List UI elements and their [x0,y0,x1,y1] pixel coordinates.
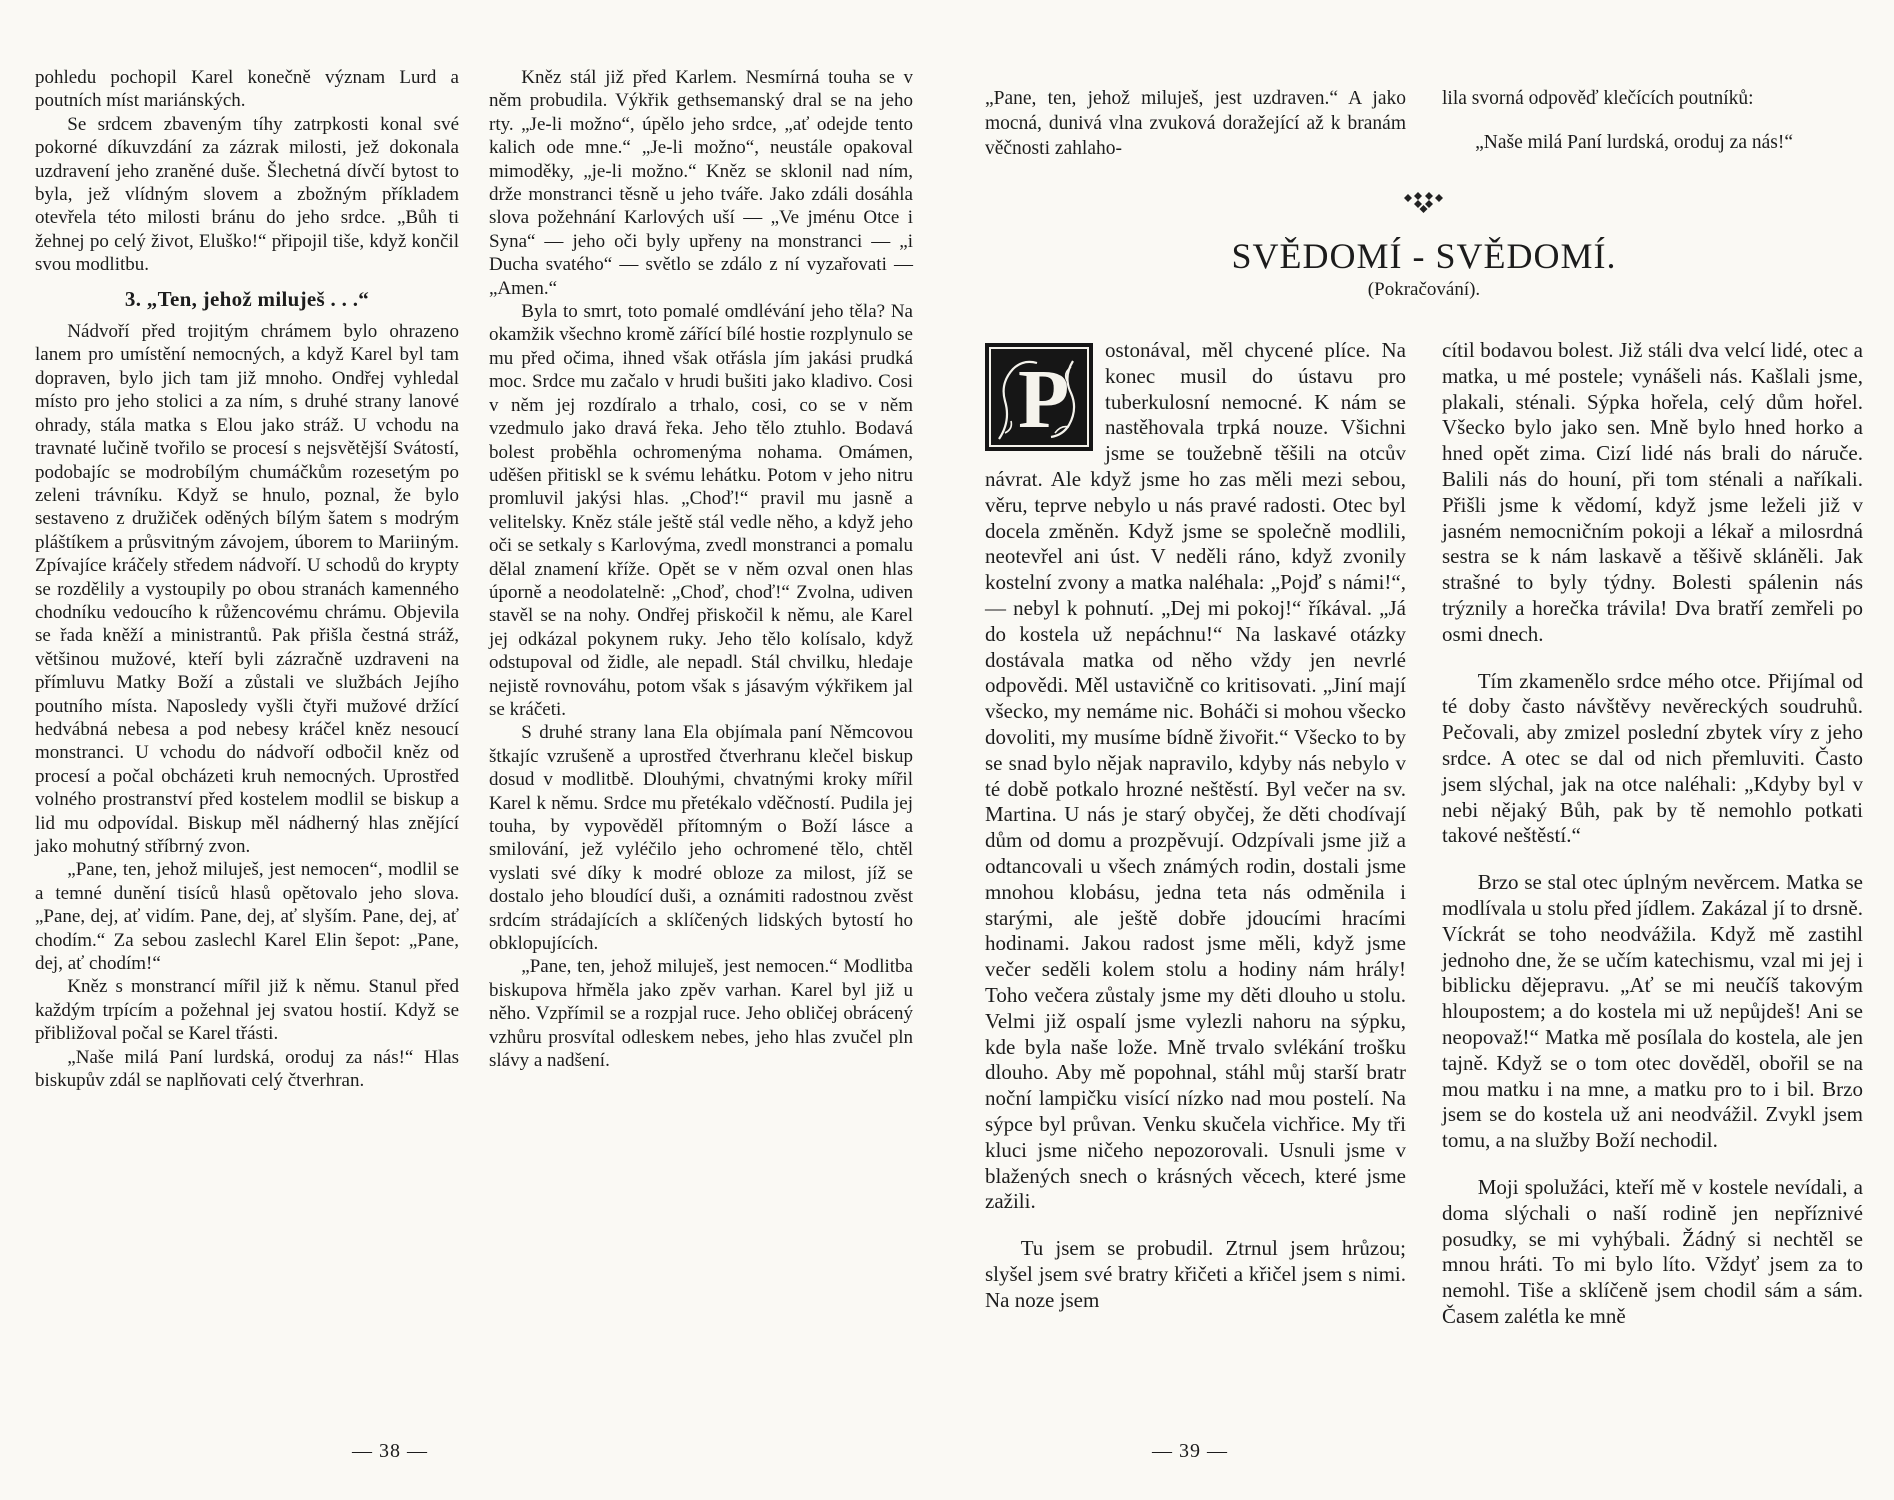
paragraph: Kněz s monstrancí mířil již k němu. Stanul před každým trpícím a požehnal jej svatou hostií. Když se přibližoval počal se Karel třásti. [35,976,459,1045]
paragraph: P ostonával, měl chycené plíce. Na konec musil do ústavu pro tuberkulosní nemocné. K nám se nastěhovala trpká nouze. Všichni jsme se toužebně těšili na otcův návrat. Ale když jsme ho zas měli mezi sebou, věru, teprve nebylo u nás pravé radosti. Otec byl docela změněn. Když jsme se společně modlili, neotevřel ani úst. V neděli ráno, když zvonily kostelní zvony a matka naléhala: „Pojď s námi!“, — nebyl k pohnutí. „Dej mi pokoj!“ říkával. „Já do kostela už nepáchnu!“ Na laskavé otázky dostávala matka od něho vždy jen nevrlé odpovědi. Měl ustavičně co kritisovati. „Jiní mají všecko, my nemáme nic. Boháči si mohou všecko dovoliti, my musíme bídně živořit.“ Všecko to by se snad bylo nějak napravilo, kdyby nás nebylo v té době potkalo hrozné neštěstí. Byl večer na sv. Martina. U nás je starý obyčej, že děti chodívají dům od domu a prozpěvují. Odzpívali jsme již a odtancovali u všech známých rodin, dostali jsme mnohou klobásu, jedna teta nás odměnila i starými, ale ještě dobře jdoucími hracími hodinami. Jakou radost jsme měli, když jsme večer seděli kolem stolu a hodiny nám hrály! Toho večera zůstaly jsme my děti dlouho u stolu. Velmi již ospalí jsme vylezli nahoru na sýpku, kde byla naše lože. Mně trvalo svlékání trošku dlouho. Aby mě popohnal, stáhl můj starší bratr noční lampičku visící nízko nad mou postelí. Na sýpce byl průvan. Venku skučela vichřice. My tři kluci jsme ničeho nepozorovali. Usnuli jsme v blažených snech o krásných věcech, které jsme zažili. [985,338,1406,1214]
page38-column-1 [35,66,459,1092]
paragraph: lila svorná odpověď klečících poutníků: [1442,87,1754,109]
paragraph: Tím zkamenělo srdce mého otce. Přijímal od té doby často návštěvy nevěreckých soudruhů. Pečovali, aby zmizel poslední zbytek víry z jeho srdce. A otec se dal od nich přemluviti. Často jsem slýchal, jak na otce naléhali: „Kdyby byl v nebi nějaký Bůh, pak by tě nemohlo potkati takové neštěstí.“ [1442,668,1863,848]
page-number-39: — 39 — [1152,1440,1228,1462]
section-divider [985,190,1863,216]
paragraph: Tu jsem se probudil. Ztrnul jsem hrůzou; slyšel jsem své bratry křičeti a křičel jsem s nimi. Na noze jsem [985,1236,1406,1312]
paragraph: „Pane, ten, jehož miluješ, jest nemocen.“ Modlitba biskupova hřměla jako zpěv varhan. Karel byl již u něho. Vzpřímil se a rozpjal ruce. Jeho obličej obrácený vzhůru prosvítal odleskem nebes, jeho hlas zvučel pln slávy a nadšení. [489,956,913,1072]
paragraph: cítil bodavou bolest. Již stáli dva velcí lidé, otec a matka, u mé postele; vynášeli nás. Kašlali jsme, plakali, sténali. Sýpka hořela, celý dům hořel. Všecko bylo jako sen. Mně bylo hned horko a hned opět zima. Cizí lidé nás brali do náruče. Balili nás do houní, při tom sténali a naříkali. Přišli jsme k vědomí, když jsme leželi již v jasném nemocničním pokoji a lékař a milosrdná sestra se k nám laskavě a těšivě skláněli. Jak strašné to byly týdny. Bolesti spálenin nás trýznily a horečka trávila! Dva bratří zemřeli po osmi dnech. [1442,338,1863,646]
paragraph: „Pane, ten, jehož miluješ, jest uzdraven.“ A jako mocná, dunivá vlna zvuková doražející až k branám věčnosti zahlaho- [985,87,1406,159]
page39-intro-column-1 [985,66,1406,180]
diamond-triangle-ornament-icon [1398,190,1450,214]
page39-intro-row [985,66,1863,180]
paragraph: Kněz stál již před Karlem. Nesmírná touha se v něm probudila. Výkřik gethsemanský dral se na jeho rty. „Je-li možno“, úpělo jeho srdce, „ať odejde tento kalich ode mne.“ „Je-li možno“, neustále opakoval mimoděky, „je-li možno.“ Kněz se sklonil nad ním, drže monstranci těsně u jeho tváře. Jako zdáli dosáhla slova požehnání Karlových uší — „Ve jménu Otce i Syna“ — jeho oči byly upřeny na monstranci — „i Ducha svatého“ — světlo se zdálo z ní vyzařovati — „Amen.“ [489,67,913,299]
page-number-38: — 38 — [352,1440,428,1462]
svg-text:P: P [1018,353,1070,446]
decorative-initial-P [985,343,1093,451]
paragraph: Byla to smrt, toto pomalé omdlévání jeho těla? Na okamžik všechno kromě zářící bílé hostie rozplynulo se mu před očima, ihned však otřásla jím jakási prudká moc. Srdce mu začalo v hrudi bušiti jako kladivo. Cosi v něm jej rozdíralo a trhalo, cosi, co se v něm vzedmulo jako dravá řeka. Jeho tělo ztuhlo. Bodavá bolest proběhla ochromenýma nohama. Omámen, uděšen přitiskl se k svému lehátku. Potom v jeho nitru promluvil jakýsi hlas. „Choď!“ pravil mu jasně a velitelsky. Kněz stále ještě stál vedle něho, a když jeho oči se setkaly s Karlovýma, zvedl monstranci a pomalu dělal znamení kříže. Opět se v něm ozval onen hlas úporně a neodolatelně: „Choď, choď!“ Zvolna, udiven stavěl se na nohy. Ondřej přiskočil k němu, ale Karel jej odkázal pokynem ruky. Jeho tělo kolísalo, když odstupoval od židle, ale nepadl. Stál chvilku, hledaje nejistě rovnováhu, potom však s jásavým výkřikem jal se kráčeti. [489,301,913,720]
paragraph: Nádvoří před trojitým chrámem bylo ohrazeno lanem pro umístění nemocných, a když Karel byl tam dopraven, bylo jich tam již mnoho. Ondřej vyhledal místo pro jeho stolici a za ním, s druhé strany lanové ohrady, stála matka s Elou jako stráž. U vchodu na travnaté lučině tvořilo se procesí s nejsvětější Svátostí, podobajíc se modrobílým chumáčkům rozesetým po zeleni trávníku. Když se hnulo, poznal, že bylo sestaveno z družiček oděných bílým šatem s modrým pláštíkem a průsvitným závojem, úborem to Mariiným. Zpívajíce kráčely středem nádvoří. U schodů do krypty se rozdělily a vystoupily po obou stranách kamenného chodníku vedoucího k růžencovému chrámu. Objevila se řada kněží a ministrantů. Pak přišla čestná stráž, většinou mužové, kteří byli zázračně uzdraveni na přímluvu Matky Boží a zůstali ve službách Jejího poutního místa. Naposledy vyšli čtyři mužové držící hedvábná nebesa a pod nebesy kráčel kněz nesoucí monstranci. U vchodu do nádvoří odbočil kněz od procesí a počal obcházeti kruh nemocných. Uprostřed volného prostranství před kostelem modlil se biskup a lid mu odpovídal. Biskup měl nádherný hlas znějící jako mohutný stříbrný zvon. [35,321,459,857]
page39 [985,66,1863,1351]
paragraph: Moji spolužáci, kteří mě v kostele nevídali, a doma slýchali o naší rodině jen nepříznivé posudky, se mi vyhýbali. Žádný si nechtěl se mnou hráti. To mi bylo líto. Vždyť jsem za to nemohl. Tiše a sklíčeně jsem chodil sám a sám. Časem zalétla ke mně [1442,1174,1863,1328]
page39-intro-column-2 [1442,66,1863,180]
chapter-title: SVĚDOMÍ - SVĚDOMÍ. [1231,236,1617,276]
page39-column-2 [1442,317,1863,1351]
paragraph: pohledu pochopil Karel konečně význam Lurd a poutních míst mariánských. [35,67,459,112]
page39-main-row [985,317,1863,1351]
page39-column-1 [985,317,1406,1351]
chapter-subtitle: (Pokračování). [1367,279,1481,300]
section-heading: 3. „Ten, jehož miluješ . . .“ [124,286,370,311]
paragraph: „Naše milá Paní lurdská, oroduj za nás!“ Hlas biskupův zdál se naplňovati celý čtverhran. [35,1046,459,1092]
paragraph: „Naše milá Paní lurdská, oroduj za nás!“ [1475,132,1793,153]
paragraph: Brzo se stal otec úplným nevěrcem. Matka se modlívala u stolu před jídlem. Zakázal jí to drsně. Víckrát se toho neodvážila. Když mě zastihl jednoho dne, že se učím katechismu, vzal mi jej i biblicku dějepravu. „Ať se mi neučíš takovým hloupostem; a do kostela mi už nepůjdeš! Ani se neopovaž!“ Matka mě posílala do kostela, ale jen tajně. Když se o tom otec dověděl, obořil se na mou matku i na mne, a matku pro to i bil. Brzo jsem se do kostela už ani neodvážil. Zvykl jsem tomu, a na služby Boží nechodil. [1442,870,1863,1153]
paragraph: Se srdcem zbaveným tíhy zatrpkosti konal své pokorné díkuvzdání za zázrak milosti, jež dokonala uzdravení jeho zraněné duše. Šlechetná dívčí bytost to byla, jež vlídným slovem a zbožným příkladem otevřela této milosti bránu do jeho srdce. „Bůh ti žehnej po celý život, Eluško!“ připojil tiše, když končil svou modlitbu. [35,113,459,276]
paragraph: S druhé strany lana Ela objímala paní Němcovou štkajíc vzrušeně a uprostřed čtverhranu klečel biskup dosud v modlitbě. Dlouhými, chvatnými kroky mířil Karel k němu. Srdce mu přetékalo vděčností. Pudila jej touha, by vypověděl přítomným o Boží lásce a smilování, jež vyléčilo jeho ochromené tělo, chtěl vyslati své díky k modré obloze za milost, jíž se dostalo jeho bloudící duši, a oznámiti radostnou zvěst srdcím strádajících a sklíčených lidských bytostí ho obklopujících. [489,722,913,955]
paragraph: „Pane, ten, jehož miluješ, jest nemocen“, modlil se a temné dunění tisíců hlasů opětovalo jeho slova. „Pane, dej, ať vidím. Pane, dej, ať slyším. Pane, dej, ať chodím.“ Za sebou zaslechl Karel Elin šepot: „Pane, dej, ať chodím!“ [35,859,459,975]
page38-column-2 [489,66,913,1072]
